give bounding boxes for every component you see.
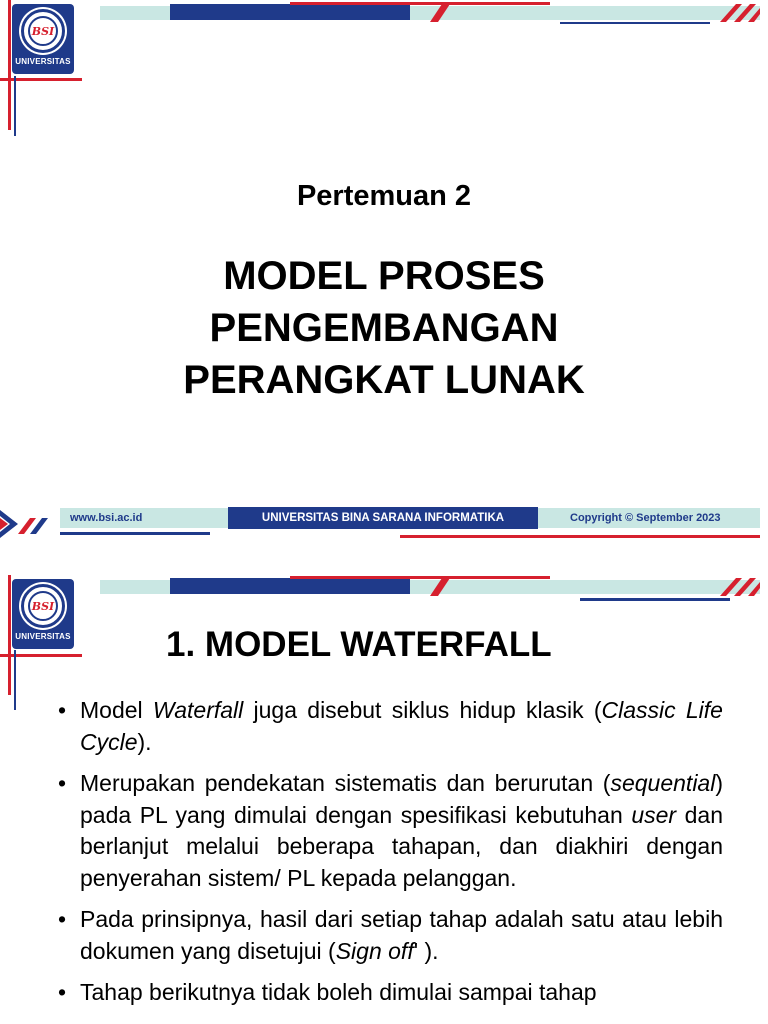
footer-copyright: Copyright © September 2023: [570, 512, 721, 524]
bsi-logo-icon: BSI: [21, 9, 65, 53]
bullet-italic: Sign off: [335, 937, 414, 964]
header-stripes: [420, 2, 760, 24]
bullet-text: dan berlanjut melalui beberapa tahapan, dan diakhiri dengan penyerahan sistem/ PL kepada pelanggan.: [80, 801, 724, 891]
bullet-italic: user: [631, 801, 677, 828]
bullet-list: [58, 695, 723, 1019]
slide-subtitle: Pertemuan 2: [296, 180, 472, 212]
title-line: PENGEMBANGAN: [209, 306, 559, 350]
bullet-item: [58, 768, 723, 894]
bullet-italic: Waterfall: [152, 697, 244, 723]
bullet-text: ).: [137, 728, 152, 755]
header-bar-navy: [170, 578, 410, 594]
bsi-logo-icon: BSI: [21, 584, 65, 628]
university-logo: [12, 579, 74, 649]
header-line-red-short: [0, 78, 82, 81]
footer-url-link[interactable]: www.bsi.ac.id: [70, 512, 143, 524]
content-slide: [0, 545, 768, 1024]
bullet-text: Tahap berikutnya tidak boleh dimulai sampai tahap: [80, 979, 597, 1005]
header-bar-navy: [170, 4, 410, 20]
bullet-dot: •: [58, 697, 67, 723]
header-line-red-short: [0, 654, 82, 657]
footer-institution: UNIVERSITAS BINA SARANA INFORMATIKA: [228, 507, 538, 529]
bullet-dot: •: [58, 906, 67, 932]
logo-label: UNIVERSITAS: [15, 632, 71, 641]
bullet-text: Merupakan pendekatan sistematis dan berurutan (: [80, 770, 611, 796]
footer-line: [60, 532, 210, 535]
section-heading: 1. MODEL WATERFALL: [166, 625, 552, 664]
bullet-text: juga disebut siklus hidup klasik (: [243, 697, 602, 723]
footer-line: [400, 535, 760, 538]
bullet-text: Pada prinsipnya, hasil dari setiap tahap adalah satu atau lebih dokumen yang disetujui (: [80, 906, 723, 964]
left-accent-red: [8, 0, 11, 130]
bullet-text: Model: [80, 697, 153, 723]
title-line: PERANGKAT LUNAK: [183, 358, 585, 402]
title-line: MODEL PROSES: [223, 254, 545, 298]
left-accent-red: [8, 575, 11, 695]
bullet-italic: Classic Life Cycle: [80, 697, 723, 755]
slide-footer: [0, 500, 768, 545]
bullet-item: [58, 977, 723, 1009]
bullet-item: [58, 904, 723, 967]
header-line-blue: [580, 598, 730, 601]
bullet-dot: •: [58, 979, 67, 1005]
bullet-item: [58, 695, 723, 758]
bullet-italic: sequential: [610, 770, 716, 796]
slide-title: [0, 250, 768, 406]
bullet-text: ) pada PL yang dimulai dengan spesifikasi kebutuhan: [80, 770, 723, 828]
university-logo: [12, 4, 74, 74]
logo-label: UNIVERSITAS: [15, 57, 71, 66]
bullet-dot: •: [58, 770, 67, 796]
bullet-text: ' ).: [413, 937, 439, 964]
left-accent-blue: [14, 76, 16, 136]
footer-left-chevron: [0, 500, 60, 545]
left-accent-blue: [14, 650, 16, 710]
header-stripes: [420, 576, 760, 598]
